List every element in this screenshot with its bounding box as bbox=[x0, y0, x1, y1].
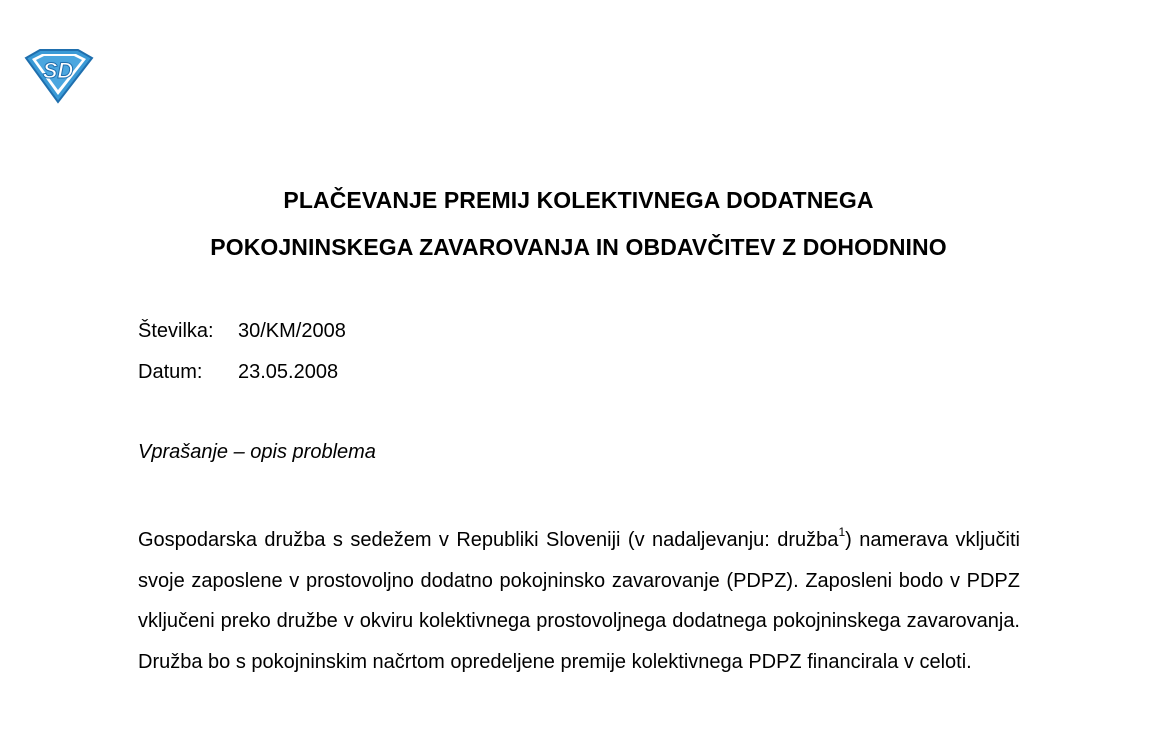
svg-text:SD: SD bbox=[42, 58, 74, 83]
footnote-mark[interactable]: 1 bbox=[838, 525, 846, 540]
document-date-row bbox=[138, 361, 338, 384]
date-value: 23.05.2008 bbox=[238, 361, 339, 383]
paragraph-text-2: ) namerava vključiti svoje zaposlene v prostovoljno dodatno pokojninsko zavarovanje (PDPZ). Zaposleni bodo v PDPZ vključeni preko družbe v okviru kolektivnega prostovoljnega dodatnega pokojninskega zavarovanja. Družba bo s pokojninskim načrtom opredeljene premije kolektivnega PDPZ financirala v celoti. bbox=[138, 529, 1021, 673]
document-title-line-2: POKOJNINSKEGA ZAVAROVANJA IN OBDAVČITEV Z DOHODNINO bbox=[210, 234, 947, 260]
body-paragraph bbox=[138, 520, 1020, 682]
date-label: Datum: bbox=[138, 361, 203, 383]
document-number-row bbox=[138, 320, 346, 343]
section-heading: Vprašanje – opis problema bbox=[138, 441, 376, 463]
number-value: 30/KM/2008 bbox=[238, 320, 346, 342]
paragraph-text-1: Gospodarska družba s sedežem v Republiki Sloveniji (v nadaljevanju: družba bbox=[138, 529, 839, 551]
number-label: Številka: bbox=[138, 320, 214, 342]
document-title-line-1: PLAČEVANJE PREMIJ KOLEKTIVNEGA DODATNEGA bbox=[283, 187, 874, 213]
logo bbox=[22, 48, 96, 104]
